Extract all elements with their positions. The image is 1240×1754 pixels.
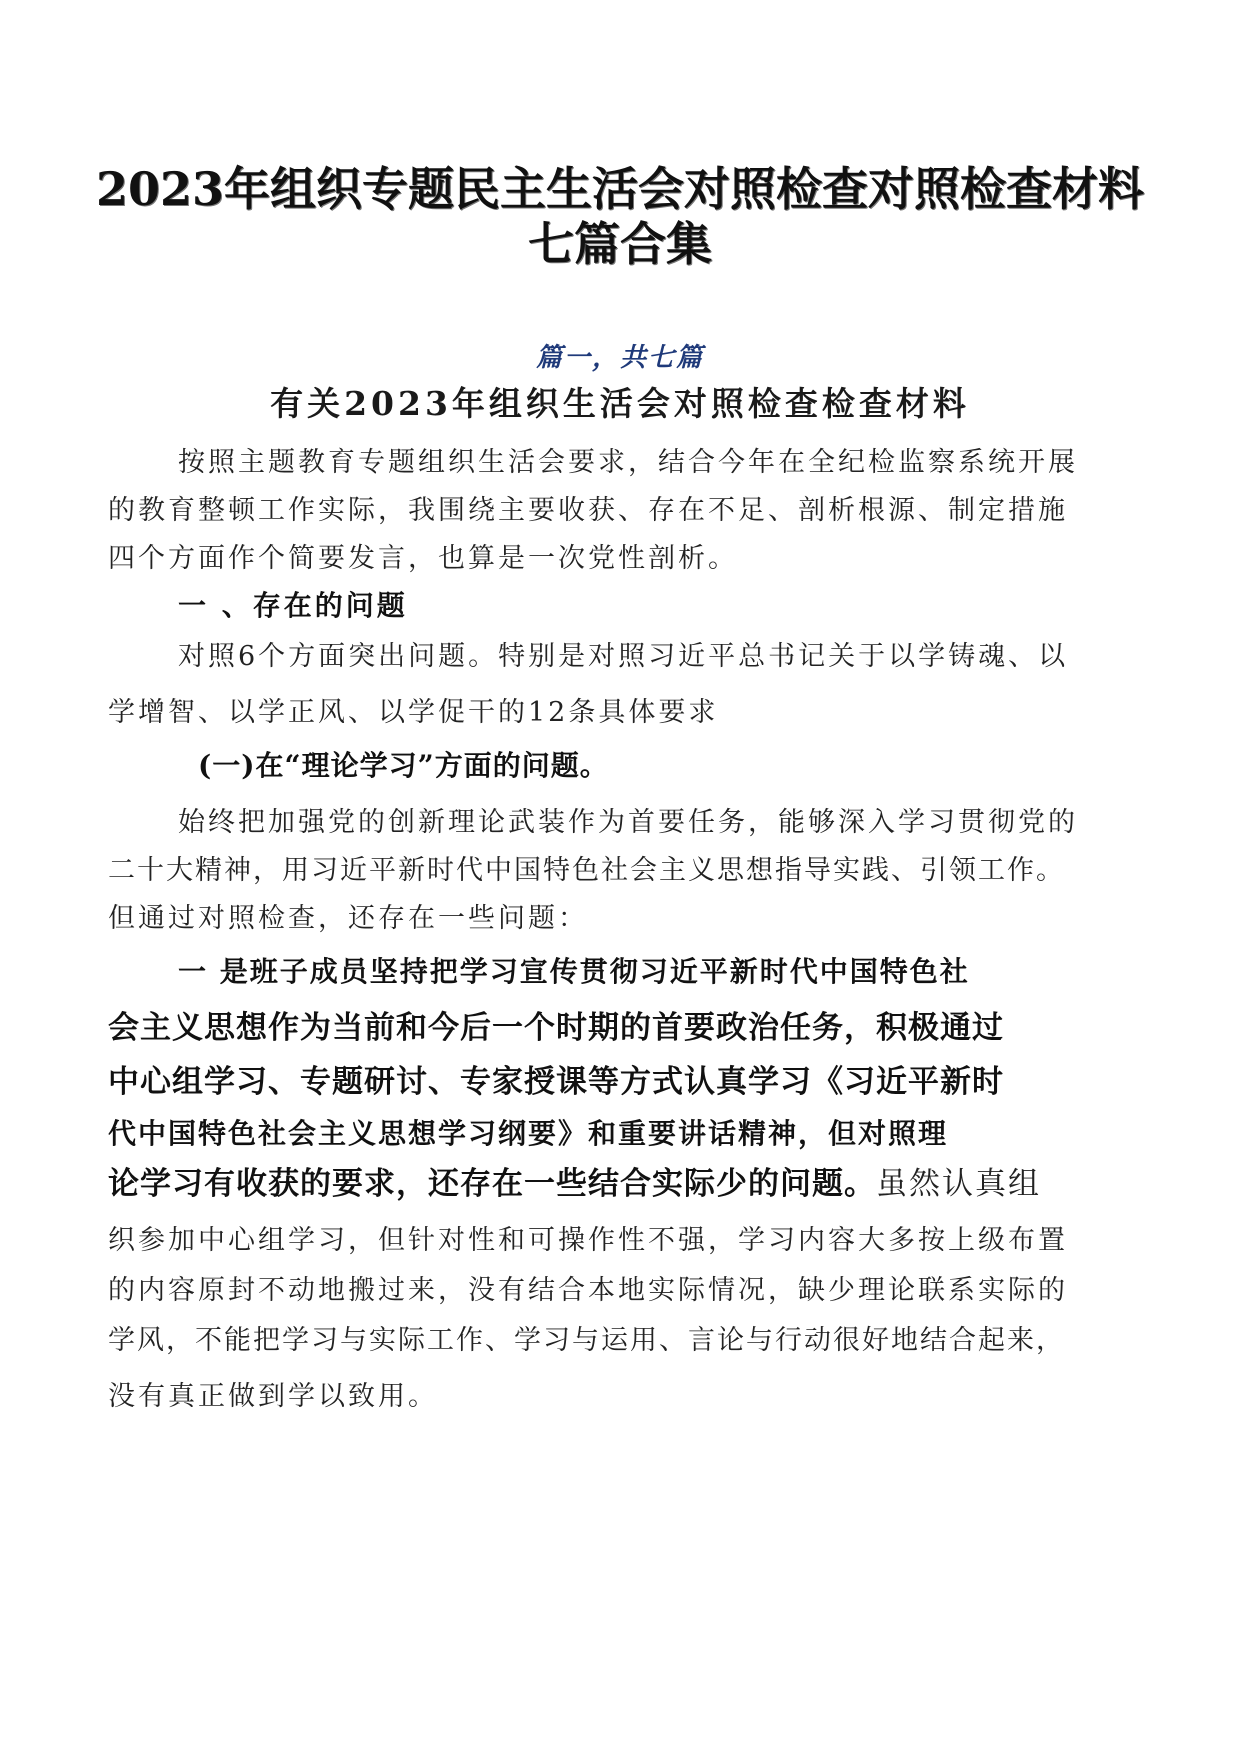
point-1-line-9: 没有真正做到学以致用。: [108, 1381, 438, 1412]
point-1-line-2: 会主义思想作为当前和今后一个时期的首要政治任务，积极通过: [108, 1010, 1004, 1046]
point-1-line-1: 一 是班子成员坚持把学习宣传贯彻习近平新时代中国特色社: [178, 955, 970, 988]
section-heading-problems: 一 、存在的问题: [178, 589, 408, 622]
document-title-line-2: 七篇合集: [528, 217, 712, 271]
point-1-line-7: 的内容原封不动地搬过来，没有结合本地实际情况，缺少理论联系实际的: [108, 1275, 1068, 1306]
point-1-line-3: 中心组学习、专题研讨、专家授课等方式认真学习《习近平新时: [108, 1064, 1004, 1100]
point-1-line-5-normal: 虽然认真组: [876, 1166, 1041, 1202]
point-1-line-4: 代中国特色社会主义思想学习纲要》和重要讲话精神，但对照理: [108, 1117, 949, 1150]
document-title-line-1: 2023年组织专题民主生活会对照检查对照检查材料: [95, 162, 1145, 216]
section-text-line-1: 对照6个方面突出问题。特别是对照习近平总书记关于以学铸魂、以: [178, 641, 1069, 672]
section-text-line-2: 学增智、以学正风、以学促干的12条具体要求: [108, 697, 719, 728]
subsection-para-line-1: 始终把加强党的创新理论武装作为首要任务，能够深入学习贯彻党的: [178, 807, 1078, 838]
part-label: 篇一，共七篇: [535, 343, 704, 373]
subsection-para-line-2: 二十大精神，用习近平新时代中国特色社会主义思想指导实践、引领工作。: [108, 855, 1065, 886]
intro-line-1: 按照主题教育专题组织生活会要求，结合今年在全纪检监察系统开展: [178, 447, 1078, 478]
point-1-line-8: 学风，不能把学习与实际工作、学习与运用、言论与行动很好地结合起来，: [108, 1325, 1065, 1356]
intro-line-2: 的教育整顿工作实际，我围绕主要收获、存在不足、剖析根源、制定措施: [108, 495, 1068, 526]
point-1-line-5: [108, 1158, 1041, 1203]
point-1-line-6: 织参加中心组学习，但针对性和可操作性不强，学习内容大多按上级布置: [108, 1225, 1068, 1256]
intro-line-3: 四个方面作个简要发言，也算是一次党性剖析。: [108, 543, 738, 574]
point-1-line-5-bold: 论学习有收获的要求，还存在一些结合实际少的问题。: [108, 1166, 876, 1202]
subsection-para-line-3: 但通过对照检查，还存在一些问题：: [108, 903, 588, 934]
article-subtitle: 有关2023年组织生活会对照检查检查材料: [270, 384, 970, 423]
subsection-heading-theory: (一)在“理论学习”方面的问题。: [198, 749, 609, 782]
